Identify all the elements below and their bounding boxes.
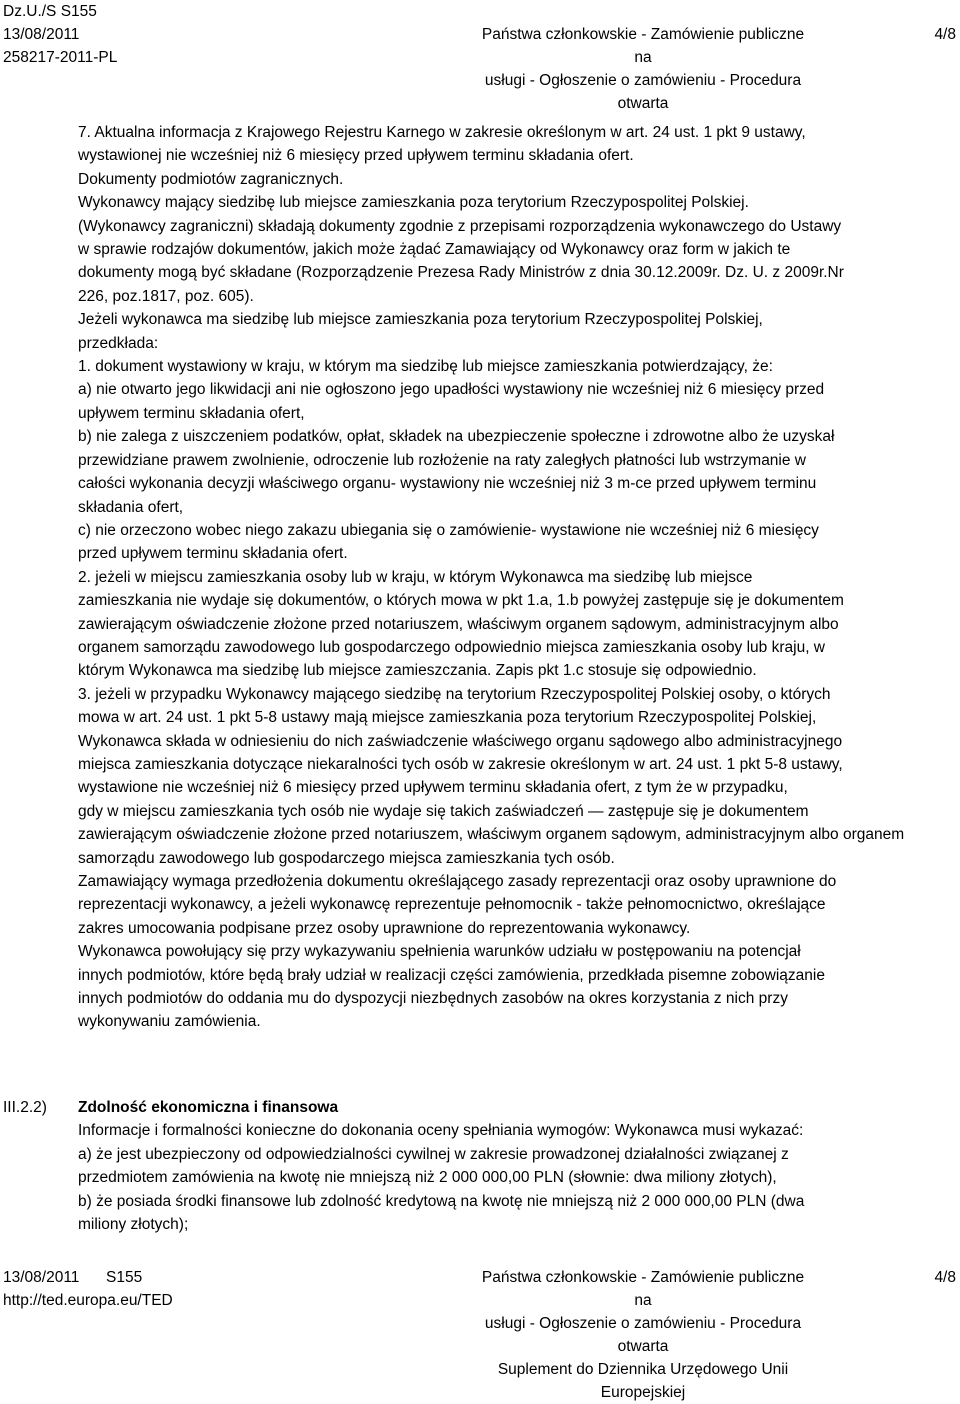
footer-date: 13/08/2011 — [3, 1269, 80, 1286]
body-line: a) nie otwarto jego likwidacji ani nie ogłoszono jego upadłości wystawiony nie wcześniej niż 6 miesięcy przed — [78, 381, 825, 399]
section-number: III.2.2) — [3, 1099, 47, 1116]
page-header — [0, 0, 960, 112]
body-line: Wykonawca składa w odniesieniu do nich zaświadczenie właściwego organu sądowego albo administracyjnego — [78, 732, 843, 750]
section-line: Informacje i formalności konieczne do dokonania oceny spełniania wymogów: Wykonawca musi wykazać: — [78, 1122, 804, 1140]
body-line: którym Wykonawca ma siedzibę lub miejsce zamieszczania. Zapis pkt 1.c stosuje się odpowiednio. — [78, 662, 757, 680]
body-line: Wykonawca powołujący się przy wykazywaniu spełnienia warunków udziału w postępowaniu na potencjał — [78, 943, 801, 961]
body-line: wykonywaniu zamówienia. — [78, 1013, 261, 1031]
header-left — [3, 0, 117, 69]
section-line: miliony złotych); — [78, 1216, 189, 1234]
body-line: Dokumenty podmiotów zagranicznych. — [78, 170, 344, 188]
body-line: gdy w miejscu zamieszkania tych osób nie wydaje się takich zaświadczeń — zastępuje się je dokumentem — [78, 802, 809, 820]
body-line: przedkłada: — [78, 334, 159, 352]
body-line: (Wykonawcy zagraniczni) składają dokumenty zgodnie z przepisami rozporządzenia wykonawczego do Ustawy — [78, 217, 842, 235]
body-line: wystawionej nie wcześniej niż 6 miesięcy przed upływem terminu składania ofert. — [78, 147, 634, 165]
header-title-line-1: Państwa członkowskie - Zamówienie publiczne na — [481, 26, 805, 66]
header-title-line-2: usługi - Ogłoszenie o zamówieniu - Procedura otwarta — [484, 72, 802, 112]
body-line: miejsca zamieszkania dotyczące niekaralności tych osób w zakresie określonym w art. 24 ust. 1 pkt 5-8 ustawy, — [78, 755, 843, 773]
section-economic-financial — [78, 1096, 958, 1236]
journal-reference: Dz.U./S S155 — [3, 3, 97, 20]
footer-left — [3, 1266, 173, 1312]
footer-title-line-1: Państwa członkowskie - Zamówienie publiczne na — [481, 1269, 805, 1309]
body-line: wystawione nie wcześniej niż 6 miesięcy przed upływem terminu składania ofert, z tym że w przypadku, — [78, 779, 788, 797]
body-line: przewidziane prawem zwolnienie, odroczenie lub rozłożenie na raty zaległych płatności lub wstrzymanie w — [78, 451, 806, 469]
body-line: zawierającym oświadczenie złożone przed notariuszem, właściwym organem sądowym, administracyjnym albo organem — [78, 826, 905, 844]
body-line: innych podmiotów do oddania mu do dyspozycji niezbędnych zasobów na okres korzystania z nich przy — [78, 990, 788, 1008]
body-line: 3. jeżeli w przypadku Wykonawcy mającego siedzibę na terytorium Rzeczypospolitej Polskiej osoby, o których — [78, 685, 831, 703]
section-title: Zdolność ekonomiczna i finansowa — [78, 1099, 339, 1116]
section-line: przedmiotem zamówienia na kwotę nie mniejszą niż 2 000 000,00 PLN (słownie: dwa miliony złotych), — [78, 1169, 777, 1187]
footer-series: S155 — [106, 1269, 143, 1286]
header-center — [478, 0, 808, 115]
publication-date: 13/08/2011 — [3, 26, 80, 43]
document-body — [78, 121, 958, 1034]
page-footer — [0, 1262, 960, 1401]
body-line: zamieszkania nie wydaje się dokumentów, o których mowa w pkt 1.a, 1.b powyżej zastępuje się je dokumentem — [78, 592, 844, 610]
section-line: b) że posiada środki finansowe lub zdolność kredytową na kwotę nie mniejszą niż 2 000 000,00 PLN (dwa — [78, 1192, 805, 1210]
body-line: reprezentacji wykonawcy, a jeżeli wykonawcę reprezentuje pełnomocnik - także pełnomocnictwo, określające — [78, 896, 826, 914]
notice-number: 258217-2011-PL — [3, 49, 118, 66]
body-line: dokumenty mogą być składane (Rozporządzenie Prezesa Rady Ministrów z dnia 30.12.2009r. Dz. U. z 2009r.Nr — [78, 264, 844, 282]
body-line: 226, poz.1817, poz. 605). — [78, 287, 254, 305]
footer-title-line-2: usługi - Ogłoszenie o zamówieniu - Procedura otwarta — [484, 1315, 802, 1355]
body-line: Wykonawcy mający siedzibę lub miejsce zamieszkania poza terytorium Rzeczypospolitej Polskiej. — [78, 194, 749, 212]
body-line: 1. dokument wystawiony w kraju, w którym ma siedzibę lub miejsce zamieszkania potwierdzający, że: — [78, 358, 773, 376]
body-line: 2. jeżeli w miejscu zamieszkania osoby lub w kraju, w którym Wykonawca ma siedzibę lub miejsce — [78, 568, 753, 586]
footer-title-line-3: Suplement do Dziennika Urzędowego Unii Europejskiej — [497, 1361, 789, 1401]
body-line: organem samorządu zawodowego lub gospodarczego odpowiednio miejsca zamieszkania osoby lub kraju, w — [78, 638, 826, 656]
body-line: Zamawiający wymaga przedłożenia dokumentu określającego zasady reprezentacji oraz osoby uprawnione do — [78, 873, 837, 890]
body-line: c) nie orzeczono wobec niego zakazu ubiegania się o zamówienie- wystawione nie wcześniej niż 6 miesięcy — [78, 521, 819, 539]
body-line: całości wykonania decyzji właściwego organu- wystawiony nie wcześniej niż 3 m-ce przed upływem terminu — [78, 475, 817, 493]
footer-url[interactable]: http://ted.europa.eu/TED — [3, 1292, 173, 1309]
body-line: samorządu zawodowego lub gospodarczego miejsca zamieszkania tych osób. — [78, 849, 615, 867]
body-line: składania ofert, — [78, 498, 184, 516]
body-line: zawierającym oświadczenie złożone przed notariuszem, właściwym organem sądowym, administracyjnym albo — [78, 615, 839, 633]
section-line: a) że jest ubezpieczony od odpowiedzialności cywilnej w zakresie prowadzonej działalności związanej z — [78, 1145, 789, 1163]
footer-page-number: 4/8 — [934, 1269, 956, 1286]
body-line: w sprawie rodzajów dokumentów, jakich może żądać Zamawiający od Wykonawcy oraz form w jakich te — [78, 241, 791, 259]
body-line: zakres umocowania podpisane przez osoby uprawnione do reprezentowania wykonawcy. — [78, 919, 691, 937]
body-line: Jeżeli wykonawca ma siedzibę lub miejsce zamieszkania poza terytorium Rzeczypospolitej Polskiej, — [78, 311, 763, 329]
body-line: przed upływem terminu składania ofert. — [78, 545, 348, 563]
header-page-number: 4/8 — [934, 26, 956, 43]
body-line: mowa w art. 24 ust. 1 pkt 5-8 ustawy mają miejsce zamieszkania poza terytorium Rzeczypospolitej Polskiej, — [78, 709, 817, 727]
footer-center — [478, 1266, 808, 1404]
body-line: b) nie zalega z uiszczeniem podatków, opłat, składek na ubezpieczenie społeczne i zdrowotne albo że uzyskał — [78, 428, 835, 446]
body-line: 7. Aktualna informacja z Krajowego Rejestru Karnego w zakresie określonym w art. 24 ust. 1 pkt 9 ustawy, — [78, 124, 806, 141]
body-line: upływem terminu składania ofert, — [78, 404, 305, 422]
body-line: innych podmiotów, które będą brały udział w realizacji części zamówienia, przedkłada pisemne zobowiązanie — [78, 966, 825, 984]
